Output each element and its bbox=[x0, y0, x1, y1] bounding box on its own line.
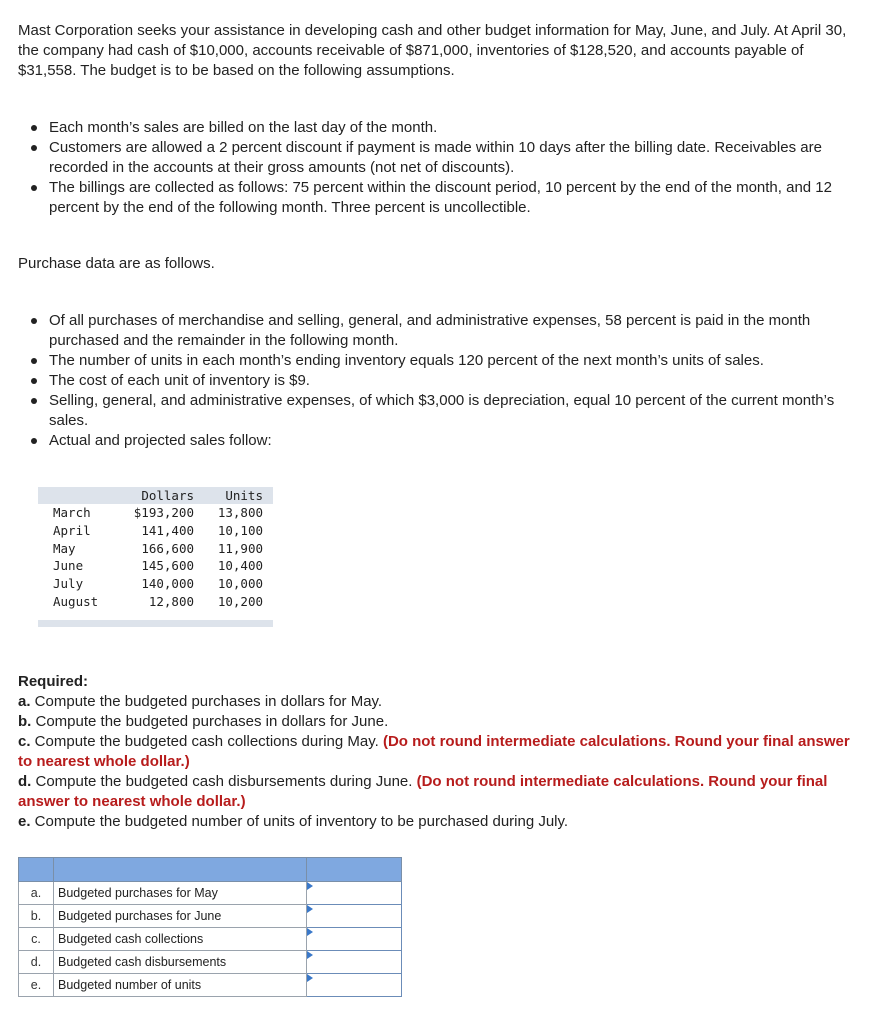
answer-input-purchases-may[interactable] bbox=[307, 883, 401, 903]
row-letter: b. bbox=[19, 905, 54, 928]
input-marker-icon bbox=[307, 882, 313, 890]
dollars-cell: $193,200 bbox=[133, 505, 194, 520]
rounding-note: (Do not round intermediate calculations. Round your final answer to nearest whole dollar.) bbox=[18, 773, 828, 810]
table-row bbox=[38, 557, 273, 575]
required-c: c. Compute the budgeted cash collections during May. (Do not round intermediate calculations. Round your final answer to nearest whole dollar.) bbox=[18, 733, 850, 770]
required-section bbox=[18, 672, 866, 832]
row-label: Budgeted cash disbursements bbox=[54, 951, 307, 974]
required-e: e. Compute the budgeted number of units of inventory to be purchased during July. bbox=[18, 813, 569, 830]
month-cell: August bbox=[53, 593, 99, 609]
table-row bbox=[38, 593, 273, 611]
answer-input-cash-collections[interactable] bbox=[307, 929, 401, 949]
answer-table bbox=[18, 857, 402, 997]
list-item: The billings are collected as follows: 75 percent within the discount period, 10 percent by the end of the month, and 12 percent by the end of the following month. Three percent is uncollectible. bbox=[30, 178, 860, 218]
input-marker-icon bbox=[307, 974, 313, 982]
month-cell: July bbox=[53, 576, 84, 592]
month-cell: April bbox=[53, 522, 91, 538]
dollars-cell: 140,000 bbox=[141, 576, 194, 592]
dollars-cell: 141,400 bbox=[141, 522, 194, 538]
table-row bbox=[38, 522, 273, 540]
list-item: Customers are allowed a 2 percent discount if payment is made within 10 days after the billing date. Receivables are recorded in the accounts at their gross amounts (not net of discounts). bbox=[30, 138, 860, 178]
row-letter: d. bbox=[19, 951, 54, 974]
row-label: Budgeted purchases for May bbox=[54, 882, 307, 905]
units-cell: 10,400 bbox=[217, 558, 263, 574]
answer-table-header bbox=[19, 858, 402, 882]
required-d: d. Compute the budgeted cash disbursements during June. (Do not round intermediate calculations. Round your final answer to nearest whole dollar.) bbox=[18, 773, 828, 810]
answer-input-cash-disbursements[interactable] bbox=[307, 952, 401, 972]
answer-input-units[interactable] bbox=[307, 975, 401, 995]
assumptions-list bbox=[30, 118, 860, 218]
required-b: b. Compute the budgeted purchases in dollars for June. bbox=[18, 713, 389, 730]
table-row bbox=[19, 905, 402, 928]
table-row bbox=[19, 928, 402, 951]
month-cell: June bbox=[53, 558, 84, 574]
row-label: Budgeted purchases for June bbox=[54, 905, 307, 928]
input-marker-icon bbox=[307, 928, 313, 936]
sales-table-header bbox=[38, 487, 273, 504]
row-letter: c. bbox=[19, 928, 54, 951]
month-cell: May bbox=[53, 540, 76, 556]
list-item: The cost of each unit of inventory is $9. bbox=[30, 371, 860, 391]
units-cell: 13,800 bbox=[217, 505, 263, 520]
required-title: Required: bbox=[18, 673, 89, 690]
header-units: Units bbox=[225, 488, 263, 503]
dollars-cell: 166,600 bbox=[141, 540, 194, 556]
sales-table bbox=[38, 487, 273, 627]
table-row bbox=[19, 974, 402, 997]
table-row bbox=[38, 575, 273, 593]
purchase-data-list bbox=[30, 311, 860, 451]
row-label: Budgeted number of units bbox=[54, 974, 307, 997]
purchase-intro: Purchase data are as follows. bbox=[18, 255, 215, 272]
units-cell: 10,100 bbox=[217, 522, 263, 538]
list-item: Of all purchases of merchandise and selling, general, and administrative expenses, 58 percent is paid in the month purchased and the remainder in the following month. bbox=[30, 311, 860, 351]
required-a: a. Compute the budgeted purchases in dollars for May. bbox=[18, 693, 383, 710]
row-letter: e. bbox=[19, 974, 54, 997]
units-cell: 11,900 bbox=[217, 540, 263, 556]
list-item: Actual and projected sales follow: bbox=[30, 431, 860, 451]
row-letter: a. bbox=[19, 882, 54, 905]
table-row bbox=[38, 540, 273, 558]
dollars-cell: 145,600 bbox=[141, 558, 194, 574]
table-row bbox=[19, 951, 402, 974]
table-row bbox=[19, 882, 402, 905]
month-cell: March bbox=[53, 505, 91, 520]
table-row bbox=[38, 504, 273, 522]
list-item: The number of units in each month’s ending inventory equals 120 percent of the next month’s units of sales. bbox=[30, 351, 860, 371]
list-item: Selling, general, and administrative expenses, of which $3,000 is depreciation, equal 10 percent of the current month’s sales. bbox=[30, 391, 860, 431]
intro-paragraph: Mast Corporation seeks your assistance in developing cash and other budget information for May, June, and July. At April 30, the company had cash of $10,000, accounts receivable of $871,000, inventories of $128,520, and accounts payable of $31,558. The budget is to be based on the following assumptions. bbox=[18, 22, 847, 79]
header-dollars: Dollars bbox=[141, 488, 194, 503]
rounding-note: (Do not round intermediate calculations. Round your final answer to nearest whole dollar.) bbox=[18, 733, 850, 770]
dollars-cell: 12,800 bbox=[148, 593, 194, 609]
input-marker-icon bbox=[307, 951, 313, 959]
sales-table-footer-band bbox=[38, 620, 273, 627]
input-marker-icon bbox=[307, 905, 313, 913]
answer-input-purchases-june[interactable] bbox=[307, 906, 401, 926]
units-cell: 10,200 bbox=[217, 593, 263, 609]
list-item: Each month’s sales are billed on the last day of the month. bbox=[30, 118, 860, 138]
row-label: Budgeted cash collections bbox=[54, 928, 307, 951]
units-cell: 10,000 bbox=[217, 576, 263, 592]
